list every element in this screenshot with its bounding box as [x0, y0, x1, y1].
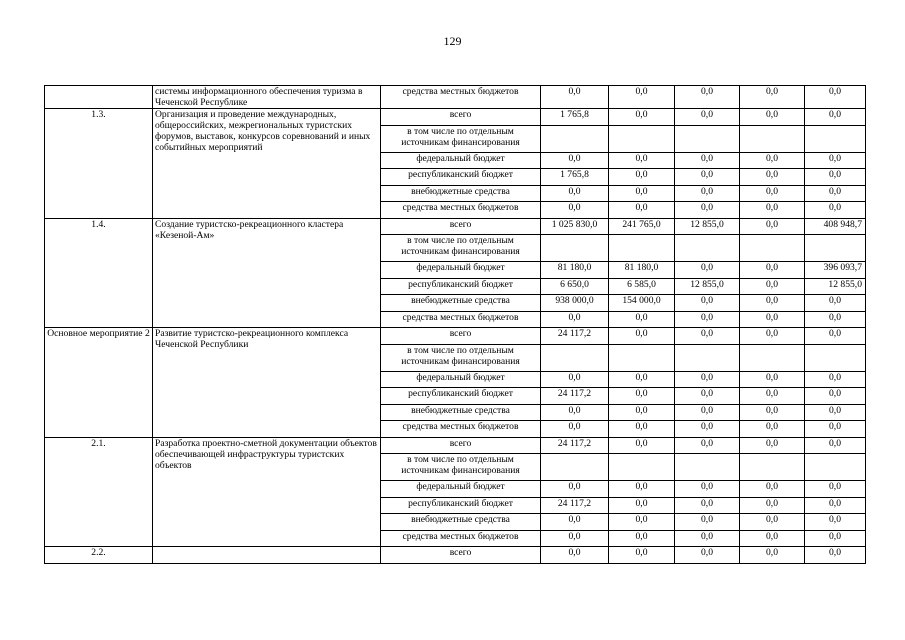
value-cell: 0,0	[740, 202, 805, 219]
value-cell	[740, 344, 805, 371]
funding-source: всего	[381, 328, 541, 345]
funding-source: в том числе по отдельным источникам финансирования	[381, 454, 541, 481]
value-cell: 0,0	[541, 421, 609, 438]
value-cell	[541, 454, 609, 481]
value-cell: 24 117,2	[541, 388, 609, 405]
value-cell: 0,0	[740, 278, 805, 295]
value-cell: 0,0	[805, 497, 866, 514]
value-cell: 0,0	[609, 311, 675, 328]
funding-source: средства местных бюджетов	[381, 421, 541, 438]
value-cell: 0,0	[805, 404, 866, 421]
funding-source: внебюджетные средства	[381, 185, 541, 202]
value-cell	[675, 125, 740, 152]
value-cell	[740, 454, 805, 481]
value-cell: 0,0	[805, 514, 866, 531]
value-cell: 0,0	[675, 421, 740, 438]
funding-source: федеральный бюджет	[381, 152, 541, 169]
value-cell	[675, 454, 740, 481]
item-number: Основное мероприятие 2	[45, 328, 153, 438]
value-cell: 0,0	[541, 481, 609, 498]
value-cell: 0,0	[675, 404, 740, 421]
value-cell: 0,0	[740, 169, 805, 186]
value-cell: 0,0	[609, 388, 675, 405]
value-cell: 0,0	[609, 404, 675, 421]
value-cell: 0,0	[740, 530, 805, 547]
item-name: Разработка проектно-сметной документации объектов обеспечивающей инфраструктуры туристских объектов	[153, 437, 381, 547]
value-cell: 0,0	[675, 169, 740, 186]
item-number: 1.4.	[45, 218, 153, 328]
value-cell: 0,0	[609, 152, 675, 169]
value-cell: 0,0	[805, 311, 866, 328]
value-cell: 408 948,7	[805, 218, 866, 235]
value-cell: 0,0	[740, 328, 805, 345]
funding-source: в том числе по отдельным источникам финансирования	[381, 235, 541, 262]
value-cell: 0,0	[805, 185, 866, 202]
value-cell	[805, 454, 866, 481]
value-cell	[675, 344, 740, 371]
value-cell: 0,0	[740, 547, 805, 564]
value-cell: 12 855,0	[805, 278, 866, 295]
funding-source: внебюджетные средства	[381, 514, 541, 531]
value-cell: 0,0	[675, 437, 740, 454]
value-cell: 154 000,0	[609, 295, 675, 312]
value-cell	[805, 344, 866, 371]
table-row	[45, 218, 866, 235]
value-cell: 24 117,2	[541, 328, 609, 345]
page-number: 129	[443, 34, 462, 48]
value-cell: 0,0	[609, 86, 675, 109]
value-cell: 0,0	[675, 497, 740, 514]
funding-source: в том числе по отдельным источникам финансирования	[381, 125, 541, 152]
funding-source: всего	[381, 218, 541, 235]
value-cell: 0,0	[541, 185, 609, 202]
table-row	[45, 547, 866, 564]
value-cell: 0,0	[609, 481, 675, 498]
item-number: 2.2.	[45, 547, 153, 564]
funding-source: средства местных бюджетов	[381, 202, 541, 219]
value-cell: 24 117,2	[541, 437, 609, 454]
value-cell: 0,0	[675, 202, 740, 219]
value-cell	[609, 125, 675, 152]
funding-source: всего	[381, 547, 541, 564]
value-cell: 0,0	[609, 328, 675, 345]
value-cell: 0,0	[609, 185, 675, 202]
value-cell: 0,0	[609, 547, 675, 564]
table-row	[45, 109, 866, 126]
table-row	[45, 86, 866, 109]
value-cell: 0,0	[541, 547, 609, 564]
value-cell: 0,0	[675, 530, 740, 547]
value-cell: 6 585,0	[609, 278, 675, 295]
funding-source: внебюджетные средства	[381, 295, 541, 312]
value-cell: 1 765,8	[541, 109, 609, 126]
item-number: 1.3.	[45, 109, 153, 219]
value-cell	[805, 125, 866, 152]
value-cell: 0,0	[805, 437, 866, 454]
value-cell: 0,0	[541, 514, 609, 531]
value-cell: 0,0	[740, 311, 805, 328]
value-cell: 0,0	[675, 388, 740, 405]
value-cell: 0,0	[541, 404, 609, 421]
value-cell: 0,0	[740, 86, 805, 109]
value-cell: 12 855,0	[675, 218, 740, 235]
value-cell: 396 093,7	[805, 262, 866, 279]
value-cell: 0,0	[609, 530, 675, 547]
funding-source: республиканский бюджет	[381, 169, 541, 186]
value-cell: 0,0	[609, 169, 675, 186]
value-cell: 0,0	[609, 371, 675, 388]
value-cell: 0,0	[805, 295, 866, 312]
value-cell	[805, 235, 866, 262]
value-cell: 0,0	[740, 295, 805, 312]
value-cell: 0,0	[805, 109, 866, 126]
funding-source: республиканский бюджет	[381, 388, 541, 405]
value-cell: 0,0	[675, 311, 740, 328]
value-cell: 0,0	[740, 371, 805, 388]
value-cell	[740, 125, 805, 152]
value-cell: 0,0	[675, 262, 740, 279]
value-cell: 0,0	[805, 202, 866, 219]
value-cell: 0,0	[740, 388, 805, 405]
value-cell: 0,0	[609, 497, 675, 514]
value-cell	[609, 235, 675, 262]
item-number	[45, 86, 153, 109]
value-cell: 0,0	[675, 371, 740, 388]
item-name: Развитие туристско-рекреационного комплекса Чеченской Республики	[153, 328, 381, 438]
value-cell: 0,0	[675, 328, 740, 345]
value-cell: 0,0	[740, 152, 805, 169]
value-cell	[609, 344, 675, 371]
value-cell: 0,0	[675, 481, 740, 498]
funding-source: республиканский бюджет	[381, 278, 541, 295]
value-cell: 81 180,0	[541, 262, 609, 279]
value-cell: 0,0	[740, 218, 805, 235]
value-cell: 0,0	[609, 437, 675, 454]
value-cell: 0,0	[675, 547, 740, 564]
table-row	[45, 328, 866, 345]
value-cell: 1 765,8	[541, 169, 609, 186]
value-cell	[541, 344, 609, 371]
value-cell: 24 117,2	[541, 497, 609, 514]
item-name: системы информационного обеспечения туризма в Чеченской Республике	[153, 86, 381, 109]
value-cell: 0,0	[740, 481, 805, 498]
value-cell: 0,0	[609, 109, 675, 126]
value-cell: 81 180,0	[609, 262, 675, 279]
value-cell: 0,0	[675, 185, 740, 202]
value-cell: 0,0	[675, 86, 740, 109]
value-cell: 0,0	[541, 311, 609, 328]
value-cell: 0,0	[740, 437, 805, 454]
value-cell	[541, 235, 609, 262]
value-cell: 0,0	[675, 109, 740, 126]
value-cell: 0,0	[675, 295, 740, 312]
value-cell: 0,0	[675, 514, 740, 531]
value-cell	[740, 235, 805, 262]
value-cell: 0,0	[609, 421, 675, 438]
value-cell: 0,0	[609, 202, 675, 219]
item-name: Организация и проведение международных, общероссийских, межрегиональных туристских форумов, выставок, конкурсов соревнований и иных событийных мероприятий	[153, 109, 381, 219]
value-cell: 0,0	[805, 530, 866, 547]
value-cell: 0,0	[805, 169, 866, 186]
value-cell: 0,0	[541, 371, 609, 388]
value-cell: 6 650,0	[541, 278, 609, 295]
value-cell: 0,0	[740, 497, 805, 514]
value-cell	[609, 454, 675, 481]
item-number: 2.1.	[45, 437, 153, 547]
value-cell	[675, 235, 740, 262]
value-cell: 0,0	[541, 530, 609, 547]
value-cell: 0,0	[805, 421, 866, 438]
value-cell: 0,0	[675, 152, 740, 169]
value-cell: 0,0	[805, 328, 866, 345]
funding-source: всего	[381, 109, 541, 126]
value-cell: 938 000,0	[541, 295, 609, 312]
value-cell: 0,0	[740, 262, 805, 279]
value-cell: 0,0	[740, 404, 805, 421]
value-cell: 0,0	[805, 481, 866, 498]
funding-source: федеральный бюджет	[381, 481, 541, 498]
value-cell: 0,0	[740, 185, 805, 202]
value-cell: 0,0	[805, 371, 866, 388]
table-row	[45, 437, 866, 454]
value-cell: 0,0	[609, 514, 675, 531]
value-cell: 12 855,0	[675, 278, 740, 295]
value-cell: 0,0	[805, 152, 866, 169]
value-cell: 1 025 830,0	[541, 218, 609, 235]
value-cell: 0,0	[805, 388, 866, 405]
value-cell	[541, 125, 609, 152]
funding-source: внебюджетные средства	[381, 404, 541, 421]
value-cell: 0,0	[805, 86, 866, 109]
funding-source: средства местных бюджетов	[381, 86, 541, 109]
funding-source: федеральный бюджет	[381, 262, 541, 279]
item-name: Создание туристско-рекреационного кластера «Кезеной-Ам»	[153, 218, 381, 328]
funding-source: всего	[381, 437, 541, 454]
funding-source: федеральный бюджет	[381, 371, 541, 388]
funding-source: средства местных бюджетов	[381, 311, 541, 328]
budget-table	[44, 85, 866, 564]
funding-source: средства местных бюджетов	[381, 530, 541, 547]
value-cell: 0,0	[740, 514, 805, 531]
value-cell: 0,0	[541, 202, 609, 219]
value-cell: 0,0	[805, 547, 866, 564]
funding-source: республиканский бюджет	[381, 497, 541, 514]
value-cell: 0,0	[541, 86, 609, 109]
value-cell: 0,0	[740, 421, 805, 438]
value-cell: 0,0	[541, 152, 609, 169]
value-cell: 241 765,0	[609, 218, 675, 235]
item-name	[153, 547, 381, 564]
funding-source: в том числе по отдельным источникам финансирования	[381, 344, 541, 371]
value-cell: 0,0	[740, 109, 805, 126]
